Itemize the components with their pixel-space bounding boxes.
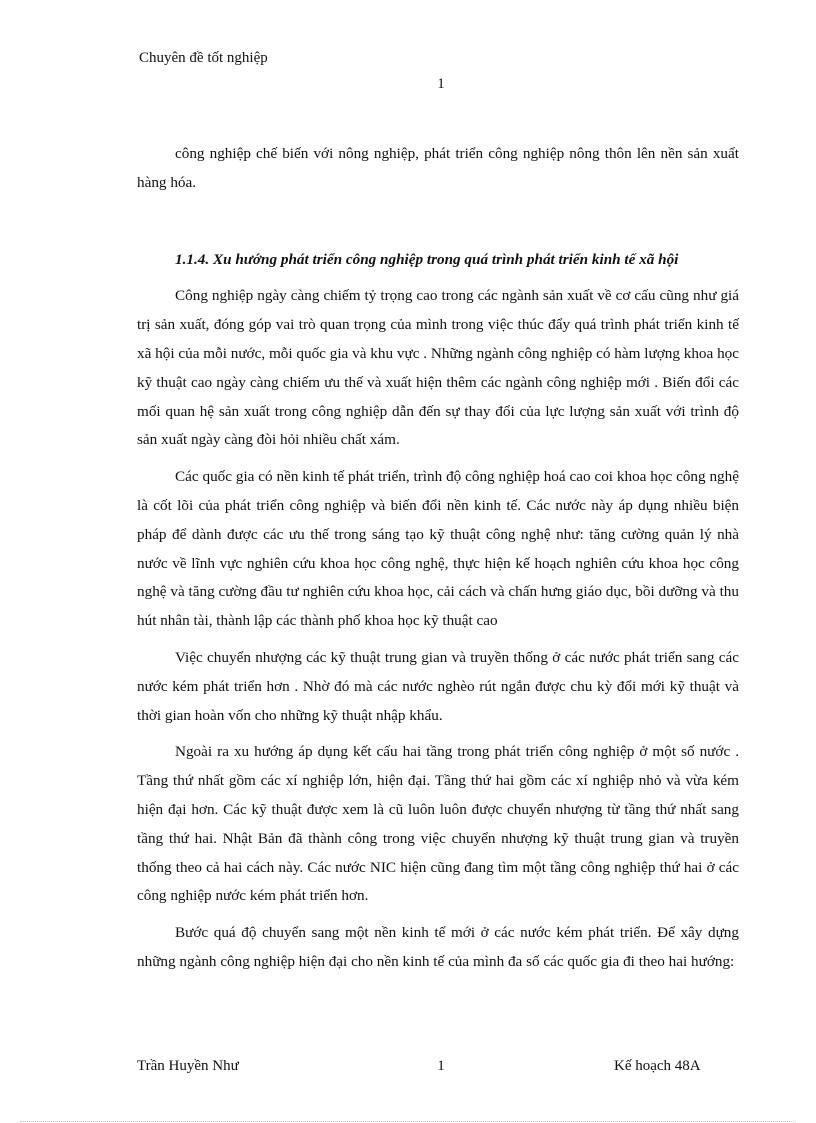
paragraph-5: Bước quá độ chuyển sang một nền kinh tế mới ở các nước kém phát triển. Để xây dựng những ngành công nghiệp hiện đại cho nền kinh tế của mình đa số các quốc gia đi theo hai hướng: — [137, 924, 739, 970]
intro-paragraph: công nghiệp chế biến với nông nghiệp, phát triển công nghiệp nông thôn lên nền sản xuất hàng hóa. — [137, 145, 739, 191]
page-bottom-rule — [20, 1121, 796, 1122]
section-heading: 1.1.4. Xu hướng phát triển công nghiệp trong quá trình phát triển kinh tế xã hội — [175, 250, 679, 268]
footer-page-number: 1 — [437, 1058, 445, 1074]
header-title: Chuyên đề tốt nghiệp — [139, 50, 268, 66]
paragraph-3: Việc chuyển nhượng các kỹ thuật trung gian và truyền thống ở các nước phát triển sang các nước kém phát triển hơn . Nhờ đó mà các nước nghèo rút ngắn được chu kỳ đổi mới kỹ thuật và thời gian hoàn vốn cho những kỹ thuật nhập khẩu. — [137, 648, 739, 724]
document-body — [137, 140, 739, 977]
header-page-number: 1 — [437, 76, 445, 92]
footer-class-code: Kế hoạch 48A — [614, 1058, 701, 1074]
paragraph-1: Công nghiệp ngày càng chiếm tỷ trọng cao trong các ngành sản xuất về cơ cấu cũng như giá trị sản xuất, đóng góp vai trò quan trọng của mình trong việc thúc đẩy quá trình phát triển kinh tế xã hội của mỗi nước, mỗi quốc gia và khu vực . Những ngành công nghiệp có hàm lượng khoa học kỹ thuật cao ngày càng chiếm ưu thế và xuất hiện thêm các ngành công nghiệp mới . Biến đổi các mối quan hệ sản xuất trong công nghiệp dẫn đến sự thay đổi của lực lượng sản xuất với trình độ sản xuất ngày càng đòi hỏi nhiều chất xám. — [137, 287, 739, 449]
paragraph-2: Các quốc gia có nền kinh tế phát triển, trình độ công nghiệp hoá cao coi khoa học công nghệ là cốt lõi của phát triển công nghiệp và biến đổi nền kinh tế. Các nước này áp dụng nhiều biện pháp để dành được các ưu thế trong sáng tạo kỹ thuật công nghệ như: tăng cường quản lý nhà nước về lĩnh vực nghiên cứu khoa học công nghệ, thực hiện kế hoạch nghiên cứu khoa học công nghệ và tăng cường đầu tư nghiên cứu khoa học, cải cách và chấn hưng giáo dục, bồi dưỡng và thu hút nhân tài, thành lập các thành phố khoa học kỹ thuật cao — [137, 468, 739, 630]
paragraph-4: Ngoài ra xu hướng áp dụng kết cấu hai tầng trong phát triển công nghiệp ở một số nước . Tầng thứ nhất gồm các xí nghiệp lớn, hiện đại. Tầng thứ hai gồm các xí nghiệp nhỏ và vừa kém hiện đại hơn. Các kỹ thuật được xem là cũ luôn luôn được chuyển nhượng từ tầng thứ nhất sang tầng thứ hai. Nhật Bản đã thành công trong việc chuyển nhượng kỹ thuật trung gian và truyền thống theo cả hai cách này. Các nước NIC hiện cũng đang tìm một tầng công nghiệp thứ hai ở các công nghiệp nước kém phát triển hơn. — [137, 743, 739, 905]
footer-author: Trần Huyền Như — [137, 1058, 239, 1074]
